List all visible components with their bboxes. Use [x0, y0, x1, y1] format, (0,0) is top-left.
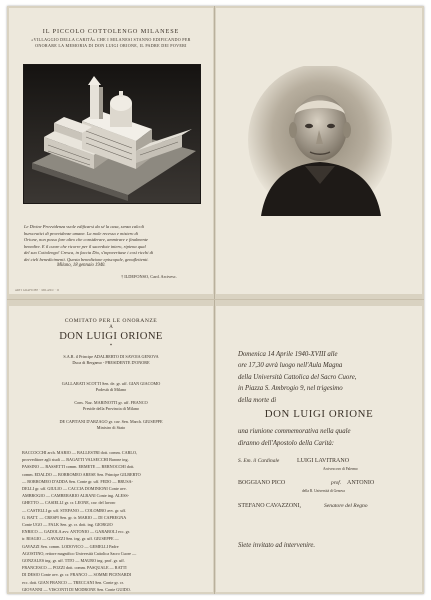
member-line: GHETTO — CASIELLI gr. cr. LEONE, cav. del lavoro: [22, 500, 116, 506]
subtitle-line: ONORARE LA MEMORIA DI DON LUIGI ORIONE, IL PADRE DEI POVERI: [35, 42, 187, 48]
member-line: AGOSTINO, rettore magnifico Università Cattolica Sacro Cuore —: [22, 550, 137, 556]
intro-line: della morte di: [238, 396, 277, 404]
quote-line: del suo Cottolengo! Cresca, in faccia Dio, s'inpoveritase i così ricchi di: [24, 250, 154, 256]
speaker-2-name: ANTONIO: [347, 480, 375, 486]
honor-line: Ministro di Stato: [96, 425, 126, 430]
member-line: PASSINO — BASSETTI comm. ERMETE — BERNOCCHI dott.: [22, 464, 135, 470]
ornament-star: *: [109, 344, 113, 349]
committee-panel: [9, 306, 213, 592]
intro-line: in Piazza S. Ambrogio 9, nel trigesimo: [238, 385, 343, 393]
portrait-photo: [247, 66, 393, 216]
quote-line: Le Divine Provvidenza vuole edificarsi da sé la casa, senza calcoli: [24, 224, 145, 229]
announcement-honoree: DON LUIGI ORIONE: [264, 408, 374, 420]
vertical-fold: [214, 6, 215, 594]
intro-line: della Università Cattolica del Sacro Cuore,: [238, 373, 357, 381]
honor-line: Cons. Naz. MARINOTTI gr. uff. FRANCO: [74, 400, 148, 405]
speaker-1-name: LUIGI LAVITRANO: [297, 458, 350, 464]
member-line: provveditore agli studi — BAGATTI VALSECCHI Barone ing.: [22, 457, 129, 463]
member-line: ecc. dott. GIAN FRANCO — TRECCANI Sen. Conte gr. cr.: [22, 579, 124, 585]
quote-line: dei cieli benedicimenti. Questa benedizione episcopale, genuflettenti.: [24, 256, 149, 262]
honor-line: Podestà di Milano: [95, 387, 127, 392]
member-line: BACCOCCHI arch. MARIO — BALLESTRI dott. comm. CARLO,: [22, 450, 138, 455]
quote-line: Orione, non posso fare altro che considerare, ammirare e finalmente: [24, 237, 148, 243]
building-model-photo: [23, 64, 201, 204]
printer-imprint: ARTI GRAFICHE · MILANO · II: [15, 289, 60, 292]
member-line: — CASTELLI gr. uff. STEFANO — COLOMBO avv. gr. uff.: [22, 507, 127, 513]
honor-line: DE CAPITANI D'ARZAGO gr. cav. Sen. March. GIUSEPPE: [59, 419, 163, 424]
invitation-line: Siete invitato ad intervenire.: [238, 542, 316, 549]
honor-line: Preside della Provincia di Milano: [82, 406, 140, 411]
speaker-2-role: della R. Università di Genova: [302, 489, 345, 493]
announcement-panel: [216, 306, 422, 592]
member-line: DELLI gr. uff. GIULIO — CACCIA DOMINIONI Conte avv.: [22, 486, 127, 492]
reunion-line: una riunione commemorativa nella quale: [238, 428, 351, 435]
member-line: Conte UGO — FALK Sen. gr. cr. dott. ing. GIORGIO: [22, 522, 113, 528]
member-line: — BORROMEO D'ADDA Sen. Conte gr. uff. FEDO — BRUSA-: [22, 478, 133, 484]
member-line: GAVAZZI Sen. comm. LODOVICO — GEMELLI Padre: [22, 543, 119, 549]
committee-a: A: [109, 325, 113, 330]
announcement-intro: [238, 349, 410, 406]
member-line: DI DESIO Conte avv. gr. cr. FRANCO — SOMMI PICENARDI: [22, 572, 132, 578]
quote-signature: † ILDEFONSO, Card. Arcivesc.: [121, 274, 177, 279]
member-line: tr. BIAGIO — GAVAZZI Sen. ing. gr. uff. GIUSEPPE —: [22, 536, 119, 542]
member-line: G. BATT. — CRESPI Sen. gr. tr. MARIO — DI CAPREGNA: [22, 514, 127, 520]
committee-heading: COMITATO PER LE ONORANZE: [64, 318, 158, 324]
member-line: FRANCESCO — POZZI dott. comm. PASQUALE — RATTI: [22, 565, 127, 571]
archbishop-quote: [24, 224, 197, 264]
intro-line: Domenica 14 Aprile 1940-XVIII alle: [238, 351, 338, 358]
quote-date: Milano, 18 gennaio 1940.: [57, 263, 106, 268]
cottolengo-panel: [9, 8, 213, 294]
speaker-3-name: STEFANO CAVAZZONI,: [238, 503, 302, 509]
invitation-card: [7, 6, 424, 594]
panel-subtitle: [19, 37, 203, 48]
portrait-illustration: [247, 66, 393, 216]
subtitle-line: «VILLAGGIO DELLA CARITÀ» CHE I MILANESI STANNO EDIFICANDO PER: [31, 37, 191, 42]
honor-line: Duca di Bergamo - PRESIDENTE D'ONORE: [72, 360, 150, 365]
honor-line: S.A.R. il Principe ADALBERTO DI SAVOIA GENOVA: [63, 354, 159, 359]
member-line: GIOVANNI — VISCONTI DI MODRONE Sen. Conte GUIDO.: [22, 586, 131, 592]
horizontal-fold: [7, 299, 424, 300]
quote-line: benedire. E il cuore che ricorre per il sacerdote intero, ripiena qual: [24, 243, 146, 249]
honor-line: GALLARATI SCOTTI Sen. de. gr. uff. GIAN GIACOMO: [61, 381, 161, 386]
quote-line: burocratici di provvidenze umane. La mole recesso e mistero di: [24, 230, 139, 236]
committee-honoree: DON LUIGI ORIONE: [59, 331, 163, 342]
speaker-1-role: Arcivescovo di Palermo: [323, 467, 358, 471]
speaker-2-title: prof.: [331, 480, 342, 486]
member-line: AMBROGIO — CAMBERARIO ALBANI Conte ing. ALESS-: [22, 493, 130, 499]
building-model-illustration: [24, 65, 200, 203]
portrait-panel: [216, 8, 422, 294]
reunion-line: diranno dell'Apostolo della Carità:: [238, 439, 335, 447]
speaker-2-surname: BOGGIANO PICO: [238, 480, 286, 486]
panel-title: IL PICCOLO COTTOLENGO MILANESE: [42, 28, 180, 35]
reunion-text: [238, 426, 410, 450]
speaker-1-prefix: S. Em. il Cardinale: [238, 458, 280, 464]
committee-members: [22, 449, 202, 592]
member-line: ENRICO — GADOLA avv. ANTONIO — GARABOLI ecc. gr.: [22, 529, 130, 535]
intro-line: ore 17,30 avrà luogo nell'Aula Magna: [238, 362, 343, 370]
speaker-3-role: Senatore del Regno: [324, 503, 368, 509]
member-line: comm. EDALDO — BORROMEO ARESE Sen. Principe GILBERTO: [22, 471, 141, 477]
member-line: GONZALES ing. gr. uff. TITO — MAURO ing. prof. gr. uff.: [22, 558, 125, 564]
